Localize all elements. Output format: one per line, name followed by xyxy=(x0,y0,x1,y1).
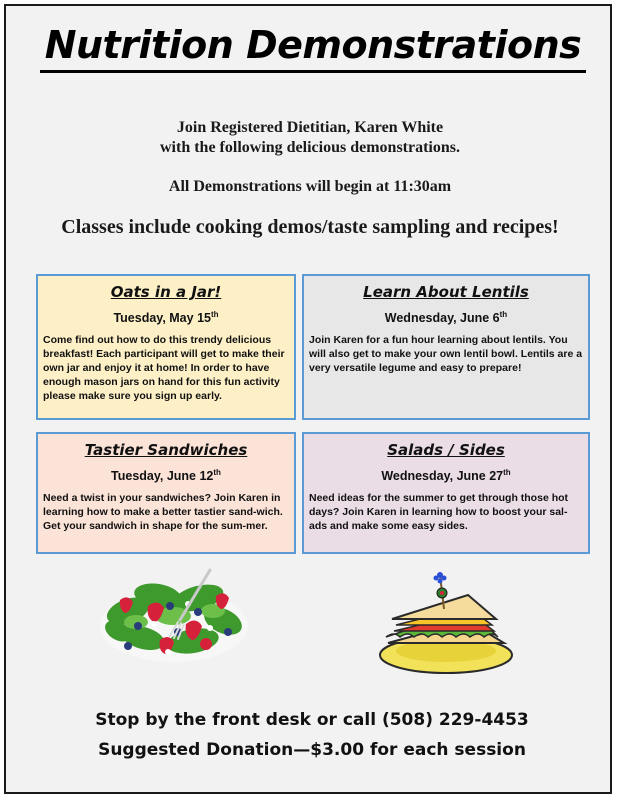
demo-date: Wednesday, June 6th xyxy=(384,310,508,326)
demo-title: Learn About Lentils xyxy=(363,283,529,301)
donation-text: Suggested Donation—$3.00 for each session xyxy=(98,740,526,760)
page-title: Nutrition Demonstrations xyxy=(40,20,586,73)
demo-box-oats xyxy=(36,274,296,420)
demo-description: Need a twist in your sandwiches? Join Karen in learning how to make a better tastier sand-wich. Get your sandwich in shape for the sum-mer. xyxy=(43,492,283,533)
demo-date: Tuesday, June 12th xyxy=(111,468,221,484)
classes-include-text: Classes include cooking demos/taste sampling and recipes! xyxy=(61,216,559,238)
contact-text: Stop by the front desk or call (508) 229-4453 xyxy=(95,710,529,730)
demo-date: Tuesday, May 15th xyxy=(113,310,219,326)
demo-title: Tastier Sandwiches xyxy=(84,441,248,459)
flyer-page xyxy=(4,4,612,794)
start-time-text: All Demonstrations will begin at 11:30am xyxy=(168,178,452,195)
demo-box-salads xyxy=(302,432,590,554)
demo-title: Salads / Sides xyxy=(387,441,505,459)
intro-text xyxy=(6,118,614,158)
intro-line-1: Join Registered Dietitian, Karen White xyxy=(176,119,444,136)
demo-description: Need ideas for the summer to get through those hot days? Join Karen in learning how to boost your sal-ads and make some easy sides. xyxy=(309,492,569,533)
demo-description: Join Karen for a fun hour learning about lentils. You will also get to make your own lentil bowl. Lentils are a very versatile legume and easy to prepare! xyxy=(309,334,583,375)
demo-title: Oats in a Jar! xyxy=(110,283,222,301)
demo-date: Wednesday, June 27th xyxy=(381,468,511,484)
demo-box-lentils xyxy=(302,274,590,420)
intro-line-2: with the following delicious demonstrations. xyxy=(159,139,460,156)
salad-bowl-image xyxy=(98,566,250,666)
demo-box-sandwiches xyxy=(36,432,296,554)
sandwich-clipart-image xyxy=(376,569,516,679)
demo-description: Come find out how to do this trendy delicious breakfast! Each participant will get to make their own jar and enjoy it at home! In order to have enough mason jars on hand for this fun activity please make sure you sign up early. xyxy=(43,334,285,403)
